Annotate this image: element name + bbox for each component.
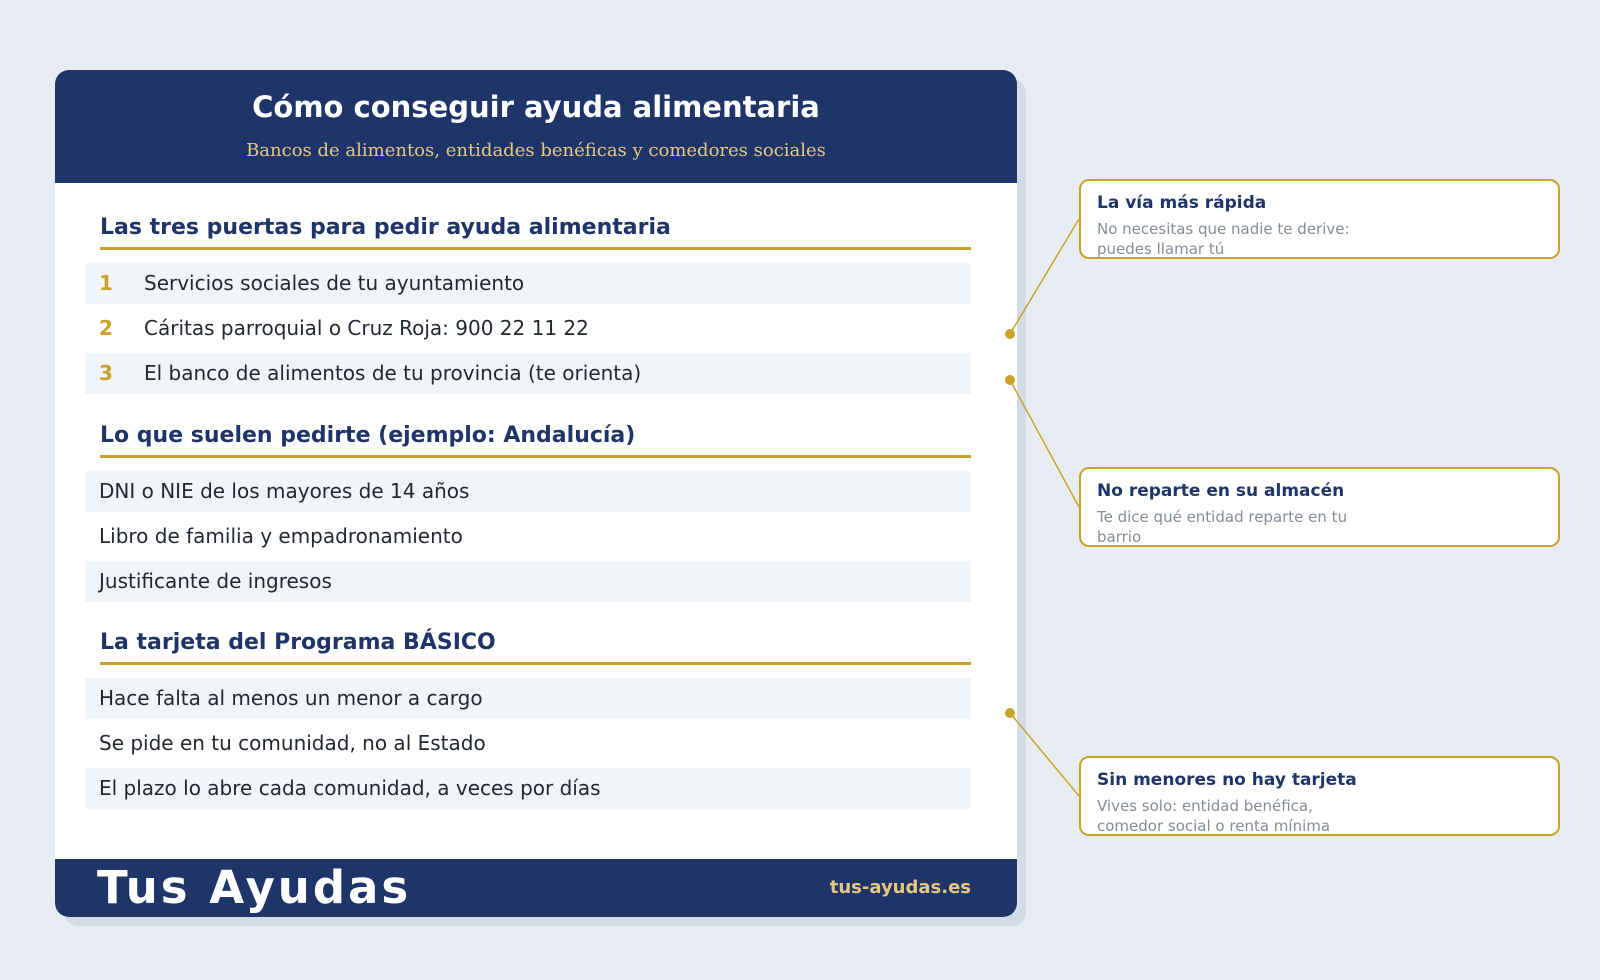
connector-dot [1005,708,1015,718]
item-text: Cáritas parroquial o Cruz Roja: 900 22 11 22 [144,316,589,340]
callout-sin-menores [1079,756,1560,836]
page-subtitle: Bancos de alimentos, entidades benéficas y comedores sociales [246,140,826,161]
item-text: Se pide en tu comunidad, no al Estado [99,731,486,755]
section-title-puertas: Las tres puertas para pedir ayuda alimentaria [100,215,671,240]
connector-line [1010,219,1079,334]
item-text: Hace falta al menos un menor a cargo [99,686,483,710]
callout-text [1097,507,1397,547]
connector-dot [1005,375,1015,385]
callout-line: puedes llamar tú [1097,240,1225,258]
item-text: Servicios sociales de tu ayuntamiento [144,271,525,295]
page-title: Cómo conseguir ayuda alimentaria [252,90,820,124]
callout-title: Sin menores no hay tarjeta [1097,770,1357,790]
item-number: 1 [99,271,113,295]
footer-url[interactable]: tus-ayudas.es [829,877,971,898]
item-number: 3 [99,361,113,385]
item-text: El plazo lo abre cada comunidad, a veces por días [99,776,601,800]
item-number: 2 [99,316,113,340]
callout-line: Vives solo: entidad benéfica, [1097,797,1313,815]
callout-line: comedor social o renta mínima [1097,817,1331,835]
callout-line: Te dice qué entidad reparte en tu [1097,508,1348,526]
connector-line [1010,713,1079,796]
callout-text [1097,219,1397,259]
callout-title: La vía más rápida [1097,193,1267,213]
section-title-documentos: Lo que suelen pedirte (ejemplo: Andalucía) [100,423,636,448]
connector-line [1010,380,1079,507]
item-text: El banco de alimentos de tu provincia (te orienta) [144,361,642,385]
item-text: Libro de familia y empadronamiento [99,524,463,548]
callout-title: No reparte en su almacén [1097,481,1345,501]
callout-line: barrio [1097,528,1142,546]
item-text: Justificante de ingresos [99,569,332,593]
brand-logo: Tus Ayudas [97,861,412,914]
callout-via-rapida [1079,179,1560,259]
callout-line: No necesitas que nadie te derive: [1097,220,1350,238]
callout-text [1097,796,1397,836]
section-title-tarjeta: La tarjeta del Programa BÁSICO [100,630,496,655]
connector-dot [1005,329,1015,339]
item-text: DNI o NIE de los mayores de 14 años [99,479,470,503]
callout-almacen [1079,467,1560,547]
